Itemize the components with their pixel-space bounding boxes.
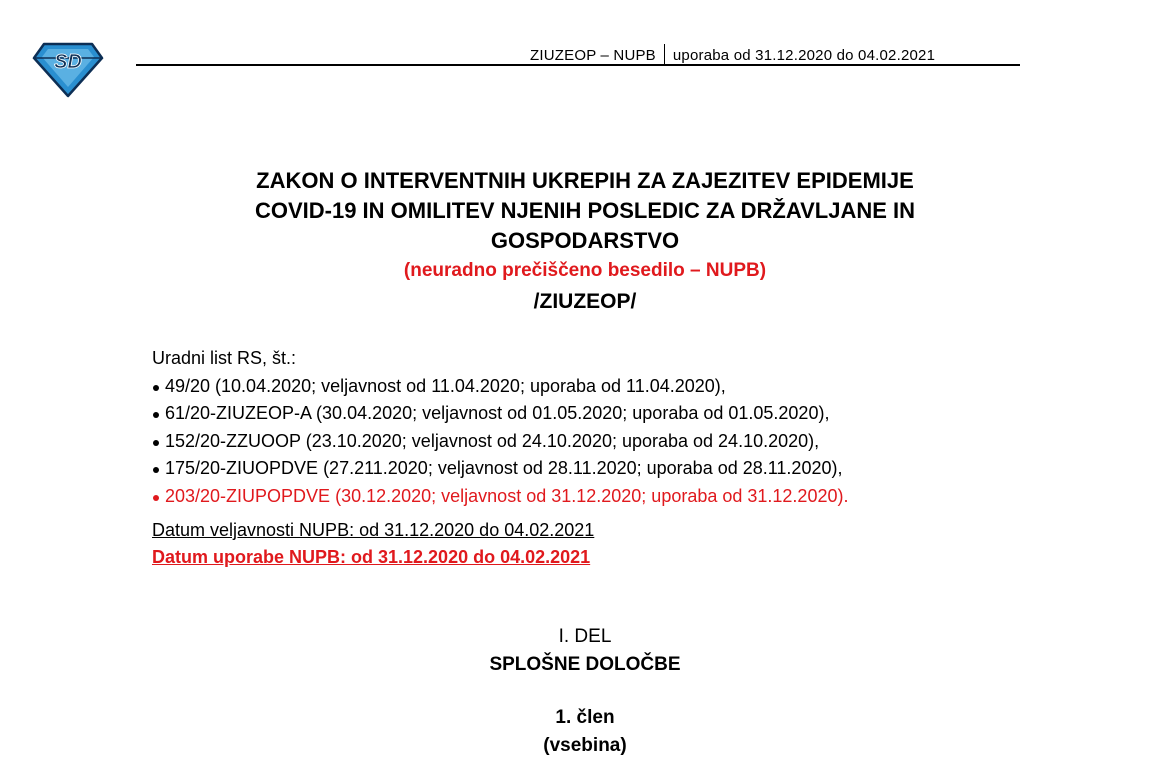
header-rule xyxy=(136,64,1020,66)
article-number: 1. člen xyxy=(555,707,615,728)
header-left: ZIUZEOP – NUPB xyxy=(530,47,656,64)
official-gazette-list xyxy=(152,345,848,510)
part-heading xyxy=(385,623,785,679)
gazette-item: 152/20-ZZUOOP (23.10.2020; veljavnost od 24.10.2020; uporaba od 24.10.2020), xyxy=(152,428,848,456)
title-abbreviation: /ZIUZEOP/ xyxy=(533,290,637,313)
part-name: SPLOŠNE DOLOČBE xyxy=(489,654,681,675)
part-number: I. DEL xyxy=(558,626,612,647)
running-header xyxy=(530,44,935,64)
title-subtitle: (neuradno prečiščeno besedilo – NUPB) xyxy=(403,260,767,281)
title-line-3: GOSPODARSTVO xyxy=(490,228,680,253)
logo-lettering: SD xyxy=(54,51,82,73)
official-gazette-label: Uradni list RS, št.: xyxy=(152,348,297,368)
header-separator xyxy=(664,44,665,64)
document-title xyxy=(120,166,1050,318)
title-line-2: COVID-19 IN OMILITEV NJENIH POSLEDIC ZA DRŽAVLJANE IN xyxy=(254,198,916,223)
application-date: Datum uporabe NUPB: od 31.12.2020 do 04.02.2021 xyxy=(152,547,591,567)
article-name: (vsebina) xyxy=(543,735,627,756)
title-line-1: ZAKON O INTERVENTNIH UKREPIH ZA ZAJEZITEV EPIDEMIJE xyxy=(256,168,914,193)
article-heading xyxy=(385,704,785,760)
gazette-item: 61/20-ZIUZEOP-A (30.04.2020; veljavnost od 01.05.2020; uporaba od 01.05.2020), xyxy=(152,400,848,428)
gazette-item: 49/20 (10.04.2020; veljavnost od 11.04.2020; uporaba od 11.04.2020), xyxy=(152,373,848,401)
gazette-items xyxy=(152,373,848,511)
validity-dates xyxy=(152,517,594,571)
validity-date: Datum veljavnosti NUPB: od 31.12.2020 do 04.02.2021 xyxy=(152,520,595,540)
gazette-item-latest: 203/20-ZIUPOPDVE (30.12.2020; veljavnost od 31.12.2020; uporaba od 31.12.2020). xyxy=(152,483,848,511)
header-right: uporaba od 31.12.2020 do 04.02.2021 xyxy=(672,47,936,64)
gazette-item: 175/20-ZIUOPDVE (27.211.2020; veljavnost od 28.11.2020; uporaba od 28.11.2020), xyxy=(152,455,848,483)
logo-icon xyxy=(30,38,106,100)
